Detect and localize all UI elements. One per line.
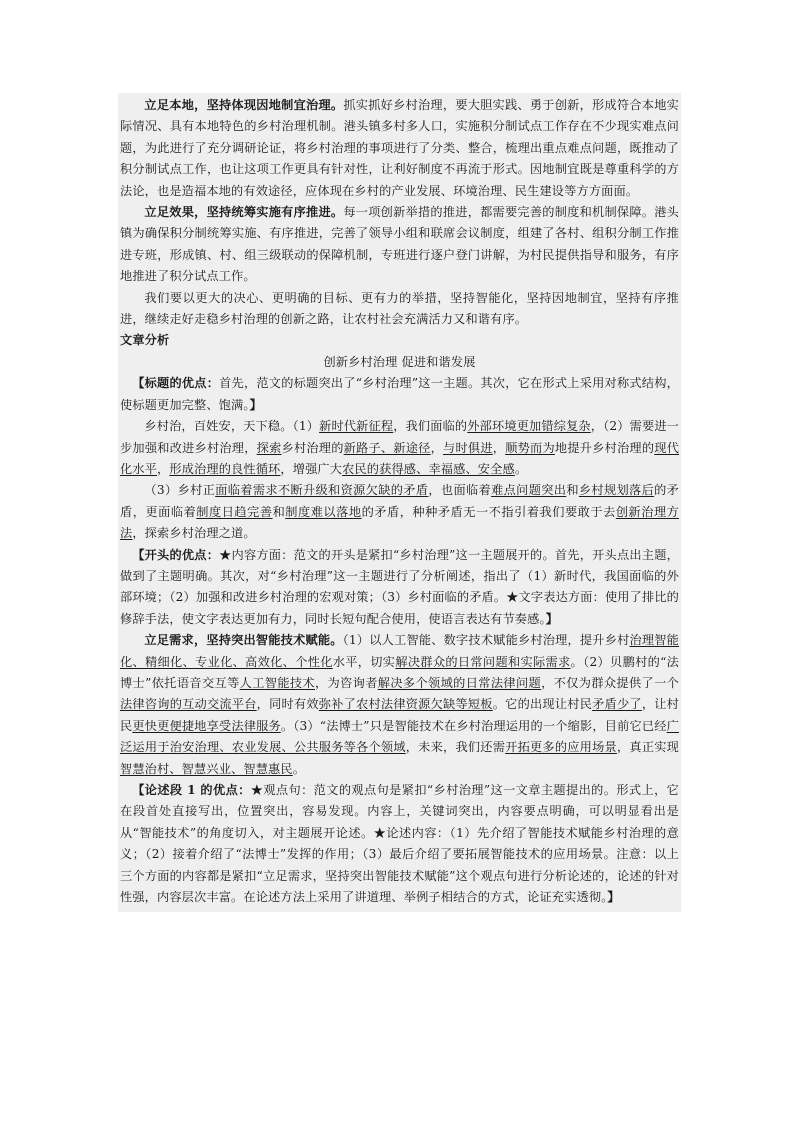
paragraph-local-governance — [120, 95, 679, 202]
underlined-phrase: 乡村规划落后 — [578, 483, 655, 498]
paragraph-lead: 立足效果，坚持统筹实施有序推进。 — [144, 205, 344, 220]
text-run: ， — [492, 440, 506, 455]
underlined-phrase: 新时代新征程 — [319, 419, 394, 434]
argument-1-note — [120, 780, 679, 908]
note-close: 】 — [545, 611, 559, 626]
argument-paragraph-1 — [120, 630, 679, 780]
text-run: ，（2）需要进一步加强和改进乡村治理， — [120, 419, 680, 455]
underlined-phrase: 难点问题突出 — [491, 483, 567, 498]
underlined-phrase: 解决群众的日常问题和实际需求 — [395, 654, 571, 669]
underlined-phrase: 治理智能化、精细化、专业化、高效化、个性化 — [120, 633, 679, 669]
text-run: 的矛盾，种种矛盾无一不指引着我们要敢于去 — [361, 504, 616, 519]
underlined-phrase: 制度难以落地 — [285, 504, 362, 519]
title-note — [120, 373, 679, 416]
text-run: ， — [157, 461, 170, 476]
document-page — [118, 93, 681, 912]
text-run: ，同时有效 — [256, 697, 319, 712]
text-run: 水平，切实 — [332, 654, 396, 669]
note-lead: 【论述段 1 的优点： — [132, 783, 251, 797]
note-text: ★观点句：范文的观点句是紧扣“乡村治理”这一文章主题提出的。形式上，它在段首处直接写出，位置突出，容易发现。内容上，关键词突出，内容要点明确，可以明显看出是从“智能技术”的角度切入，对主题展开论述。★论述内容：（1）先介绍了智能技术赋能乡村治理的意义；（2）接着介绍了“法博士”发挥的作用；（3）最后介绍了要拓展智能技术的应用场景。注意：以上三个方面的内容都是紧扣“立足需求，坚持突出智能技术赋能”这个观点句进行分析论述的，论述的针对性强，内容层次丰富。在论述方法上采用了讲道理、举例子相结合的方式，论证充实透彻。 — [120, 783, 679, 905]
paragraph-text: 抓实抓好乡村治理，要大胆实践、勇于创新，形成符合本地实际情况、具有本地特色的乡村治理机制。港头镇多村多人口，实施积分制试点工作存在不少现实难点问题，为此进行了充分调研论证，将乡村治理的事项进行了分类、整合，梳理出重点难点问题，既推动了积分制试点工作，也让这项工作更具有针对性，让利好制度不再流于形式。因地制宜既是尊重科学的方法论，也是造福本地的有效途径，应体现在乡村的产业发展、环境治理、民生建设等方方面面。 — [120, 98, 679, 198]
document-body — [120, 95, 679, 908]
text-run: 。 — [292, 761, 306, 776]
underlined-phrase: 弥补了农村法律资源欠缺等短板 — [318, 697, 493, 712]
text-run: 。（2）贝鹏村的“法博士”依托语音交互等 — [120, 654, 680, 690]
underlined-phrase: 面临着需求不断升级和资源欠缺的矛盾 — [215, 483, 429, 498]
underlined-phrase: 人工智能技术 — [239, 675, 315, 690]
underlined-phrase: 探索 — [256, 440, 282, 455]
underlined-phrase: 更快更便捷地享受法律服务 — [132, 718, 281, 733]
underlined-phrase: 形成治理的良性循环 — [169, 461, 281, 476]
paragraph-lead: 立足需求，坚持突出智能技术赋能。 — [144, 633, 343, 648]
note-lead: 【标题的优点： — [132, 376, 220, 391]
text-run: ，未来，我们还需 — [405, 740, 506, 755]
text-run: ，真正实现 — [616, 740, 680, 755]
note-close: 】 — [607, 890, 620, 905]
intro-paragraph — [120, 416, 679, 480]
underlined-phrase: 开拓更多的应用场景 — [505, 740, 617, 755]
text-run: ，探索乡村治理之道。 — [132, 526, 256, 541]
text-run: （3）乡村正 — [144, 483, 216, 498]
article-title: 创新乡村治理 促进和谐发展 — [323, 354, 476, 369]
underlined-phrase: 广泛运用于治安治理、农业发展、公共服务等各个领域 — [120, 718, 679, 755]
note-text: 首先，范文的标题突出了“乡村治理”这一主题。其次，它在形式上采用对称式结构，使标题更加完整、饱满。 — [120, 376, 679, 412]
paragraph-lead: 立足本地，坚持体现因地制宜治理。 — [144, 98, 344, 112]
underlined-phrase: 现代化水平 — [120, 440, 680, 476]
text-run: 和 — [566, 483, 579, 498]
text-run: ， — [430, 440, 444, 455]
text-run: ，不仅为群众提供了一个 — [541, 675, 680, 690]
text-run: 地提升乡村治理的 — [554, 440, 655, 455]
underlined-phrase: 解决多个领域的日常法律问题 — [377, 675, 542, 690]
note-close: 】 — [249, 397, 262, 412]
text-run: ，为咨询者 — [315, 675, 378, 690]
text-run: 乡村治，百姓安，天下稳。（1） — [144, 419, 320, 434]
text-run: 。它的出现让村民 — [492, 697, 593, 712]
intro-paragraph-2 — [120, 480, 679, 544]
note-text: ★内容方面：范文的开头是紧扣“乡村治理”这一主题展开的。首先，开头点出主题，做到了主题明确。其次，对“乡村治理”这一主题进行了分析阐述，指出了（1）新时代，我国面临的外部环境；（2）加强和改进乡村治理的宏观对策；（3）乡村面临的矛盾。★文字表达方面：使用了排比的修辞手法，使文字表达更加有力，同时长短句配合使用，使语言表达有节奏感。 — [120, 547, 679, 626]
underlined-phrase: 法律咨询的互动交流平台 — [120, 697, 257, 712]
paragraph-effect — [120, 202, 679, 288]
underlined-phrase: 顺势而为 — [505, 440, 555, 455]
text-run: ，让村民 — [120, 697, 680, 733]
text-run: 的矛盾，更面临着 — [120, 483, 680, 519]
text-run: ，增强广大 — [280, 461, 343, 476]
underlined-phrase: 外部环境更加错综复杂 — [467, 419, 591, 434]
underlined-phrase: 智慧治村、智慧兴业、智慧惠民 — [120, 761, 293, 776]
opening-note — [120, 545, 679, 631]
underlined-phrase: 与时俱进 — [443, 440, 493, 455]
underlined-phrase: 新路子、新途径 — [343, 440, 431, 455]
note-lead: 【开头的优点： — [132, 547, 220, 562]
text-run: （1）以人工智能、数字技术赋能乡村治理，提升乡村 — [342, 633, 630, 648]
text-run: 。（3）“法博士”只是智能技术在乡村治理运用的一个缩影，目前它已经 — [280, 718, 667, 733]
text-run: ，也面临着 — [428, 483, 492, 498]
underlined-phrase: 制度日趋完善 — [196, 504, 273, 519]
text-run: 。 — [514, 461, 528, 476]
text-run: 乡村治理的 — [281, 440, 344, 455]
underlined-phrase: 矛盾少了 — [592, 697, 642, 712]
section-heading: 文章分析 — [120, 333, 170, 348]
underlined-phrase: 农民的获得感、幸福感、安全感 — [342, 461, 515, 476]
paragraph-text: 每一项创新举措的推进，都需要完善的制度和机制保障。港头镇为确保积分制统筹实施、有序推进，完善了领导小组和联席会议制度，组建了各村、组积分制工作推进专班，形成镇、村、组三级联动的保障机制，专班进行逐户登门讲解，为村民提供指导和服务，有序地推进了积分试点工作。 — [120, 205, 679, 284]
text-run: ，我们面临的 — [393, 419, 468, 434]
paragraph-conclusion: 我们要以更大的决心、更明确的目标、更有力的举措，坚持智能化，坚持因地制宜，坚持有序推进，继续走好走稳乡村治理的创新之路，让农村社会充满活力又和谐有序。 — [120, 290, 679, 327]
underlined-phrase: 创新治理方法 — [120, 504, 679, 541]
text-run: 和 — [272, 504, 286, 519]
